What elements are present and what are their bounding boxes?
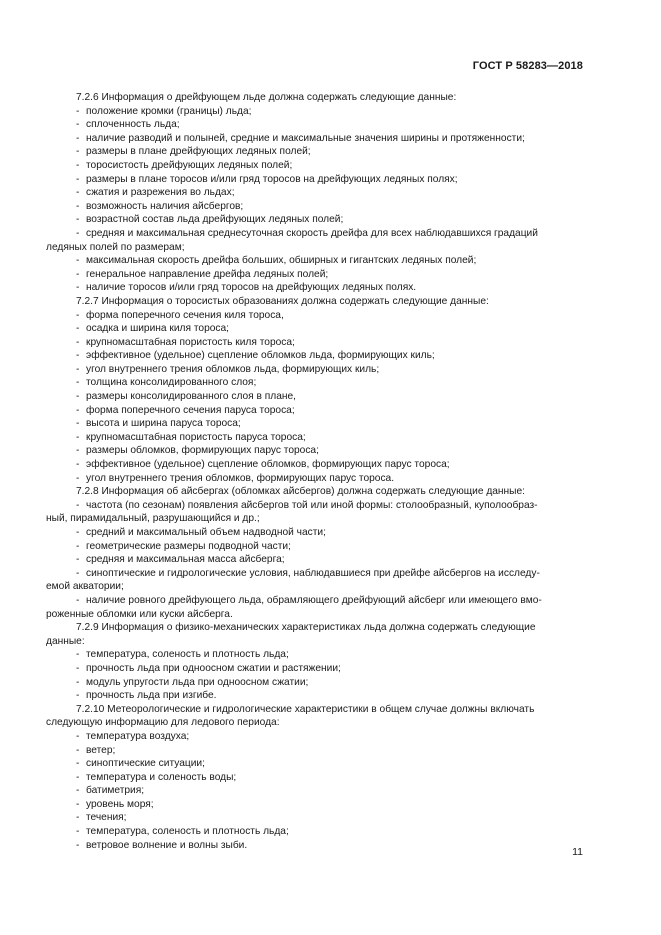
list-bullet: - bbox=[76, 812, 80, 824]
list-item-text: эффективное (удельное) сцепление обломков, формирующих парус тороса; bbox=[86, 459, 450, 471]
list-item bbox=[46, 784, 583, 798]
continuation-line: роженные обломки или куски айсберга. bbox=[46, 608, 233, 620]
list-item bbox=[46, 798, 583, 812]
section-paragraph: 7.2.9 Информация о физико-механических характеристиках льда должна содержать следующие bbox=[76, 622, 536, 634]
list-item bbox=[46, 771, 583, 785]
list-item-text: крупномасштабная пористость киля тороса; bbox=[86, 336, 295, 348]
list-item bbox=[46, 186, 583, 200]
list-item bbox=[46, 458, 583, 472]
list-bullet: - bbox=[76, 200, 80, 212]
list-item bbox=[46, 363, 583, 377]
list-item-text: температура, соленость и плотность льда; bbox=[86, 826, 289, 838]
continuation-line: данные: bbox=[46, 635, 85, 647]
list-bullet: - bbox=[76, 431, 80, 443]
list-bullet: - bbox=[76, 459, 80, 471]
list-bullet: - bbox=[76, 839, 80, 851]
list-bullet: - bbox=[76, 255, 80, 267]
list-item bbox=[46, 417, 583, 431]
list-item-text: размеры в плане торосов и/или гряд торосов на дрейфующих ледяных полях; bbox=[86, 173, 458, 185]
section-paragraph: 7.2.8 Информация об айсбергах (обломках айсбергов) должна содержать следующие данные: bbox=[76, 486, 525, 498]
list-item-text: температура, соленость и плотность льда; bbox=[86, 649, 289, 661]
list-item bbox=[46, 811, 583, 825]
list-bullet: - bbox=[76, 336, 80, 348]
list-item-text: размеры консолидированного слоя в плане, bbox=[86, 391, 297, 403]
list-item-text: размеры обломков, формирующих парус тороса; bbox=[86, 445, 319, 457]
list-bullet: - bbox=[76, 527, 80, 538]
list-item bbox=[46, 254, 583, 268]
list-item bbox=[46, 499, 583, 513]
list-item bbox=[46, 825, 583, 839]
list-bullet: - bbox=[76, 173, 80, 185]
list-item bbox=[46, 404, 583, 418]
list-bullet: - bbox=[76, 758, 80, 770]
list-item-text: течения; bbox=[86, 812, 127, 824]
list-item-text: генеральное направление дрейфа ледяных полей; bbox=[86, 268, 329, 280]
list-item bbox=[46, 145, 583, 159]
list-bullet: - bbox=[76, 105, 80, 117]
list-item-text: средняя и максимальная среднесуточная скорость дрейфа для всех наблюдавшихся градаций bbox=[86, 227, 538, 239]
list-item-text: размеры в плане дрейфующих ледяных полей; bbox=[86, 146, 311, 158]
list-bullet: - bbox=[76, 676, 80, 688]
list-bullet: - bbox=[76, 268, 80, 280]
list-item-text: осадка и ширина киля тороса; bbox=[86, 323, 229, 335]
document-body bbox=[46, 91, 583, 852]
list-item bbox=[46, 526, 583, 540]
list-item-text: средняя и максимальная масса айсберга; bbox=[86, 554, 285, 566]
list-bullet: - bbox=[76, 744, 80, 756]
list-bullet: - bbox=[76, 323, 80, 335]
list-bullet: - bbox=[76, 445, 80, 457]
list-item-text: уровень моря; bbox=[86, 798, 154, 810]
section-paragraph: 7.2.6 Информация о дрейфующем льде должна содержать следующие данные: bbox=[76, 92, 457, 103]
list-item bbox=[46, 648, 583, 662]
list-item-text: геометрические размеры подводной части; bbox=[86, 540, 291, 552]
list-item bbox=[46, 105, 583, 119]
list-item bbox=[46, 540, 583, 554]
list-item bbox=[46, 757, 583, 771]
continuation-line: ледяных полей по размерам; bbox=[46, 241, 185, 253]
list-item bbox=[46, 173, 583, 187]
list-item bbox=[46, 309, 583, 323]
list-bullet: - bbox=[76, 594, 80, 606]
list-item-text: модуль упругости льда при одноосном сжатии; bbox=[86, 676, 309, 688]
continuation-line: следующую информацию для ледового периода: bbox=[46, 717, 280, 729]
list-item bbox=[46, 336, 583, 350]
continuation-line: ный, пирамидальный, разрушающийся и др.; bbox=[46, 513, 260, 525]
list-item bbox=[46, 730, 583, 744]
list-item-text: торосистость дрейфующих ледяных полей; bbox=[86, 159, 293, 171]
list-bullet: - bbox=[76, 187, 80, 199]
list-item bbox=[46, 839, 583, 853]
list-item-text: высота и ширина паруса тороса; bbox=[86, 418, 241, 430]
list-item bbox=[46, 376, 583, 390]
list-item-text: синоптические и гидрологические условия, наблюдавшиеся при дрейфе айсбергов на исследу- bbox=[86, 567, 540, 579]
list-item bbox=[46, 200, 583, 214]
list-item bbox=[46, 567, 583, 581]
list-bullet: - bbox=[76, 540, 80, 552]
list-bullet: - bbox=[76, 418, 80, 430]
list-item-text: форма поперечного сечения паруса тороса; bbox=[86, 404, 295, 416]
list-item-text: наличие разводий и полыней, средние и максимальные значения ширины и протяженности; bbox=[86, 132, 525, 144]
list-bullet: - bbox=[76, 499, 80, 511]
list-item-text: эффективное (удельное) сцепление обломков льда, формирующих киль; bbox=[86, 350, 435, 362]
list-bullet: - bbox=[76, 472, 80, 484]
list-item bbox=[46, 213, 583, 227]
list-item-text: максимальная скорость дрейфа больших, обширных и гигантских ледяных полей; bbox=[86, 255, 477, 267]
list-item-text: прочность льда при одноосном сжатии и растяжении; bbox=[86, 662, 341, 674]
list-bullet: - bbox=[76, 309, 80, 321]
list-bullet: - bbox=[76, 350, 80, 362]
list-bullet: - bbox=[76, 649, 80, 661]
list-item-text: положение кромки (границы) льда; bbox=[86, 105, 252, 117]
list-bullet: - bbox=[76, 690, 80, 702]
list-item-text: прочность льда при изгибе. bbox=[86, 690, 217, 702]
list-bullet: - bbox=[76, 146, 80, 158]
list-bullet: - bbox=[76, 377, 80, 389]
list-bullet: - bbox=[76, 132, 80, 144]
list-item bbox=[46, 281, 583, 295]
list-item bbox=[46, 227, 583, 241]
list-bullet: - bbox=[76, 730, 80, 742]
list-item-text: угол внутреннего трения обломков, формирующих парус тороса. bbox=[86, 472, 395, 484]
list-bullet: - bbox=[76, 214, 80, 226]
list-item-text: частота (по сезонам) появления айсбергов той или иной формы: столообразный, куполообраз- bbox=[86, 499, 538, 511]
list-bullet: - bbox=[76, 119, 80, 131]
list-item-text: наличие торосов и/или гряд торосов на дрейфующих ледяных полях. bbox=[86, 282, 417, 294]
list-bullet: - bbox=[76, 282, 80, 294]
section-paragraph: 7.2.10 Метеорологические и гидрологические характеристики в общем случае должны включать bbox=[76, 703, 535, 715]
list-item bbox=[46, 444, 583, 458]
list-item-text: ветровое волнение и волны зыби. bbox=[86, 839, 248, 851]
list-item bbox=[46, 594, 583, 608]
list-item-text: температура и соленость воды; bbox=[86, 771, 237, 783]
list-item-text: сплоченность льда; bbox=[86, 119, 180, 131]
document-header: ГОСТ Р 58283—2018 bbox=[472, 60, 583, 72]
list-bullet: - bbox=[76, 771, 80, 783]
list-item-text: синоптические ситуации; bbox=[86, 758, 205, 770]
list-item-text: угол внутреннего трения обломков льда, формирующих киль; bbox=[86, 363, 380, 375]
list-item-text: возрастной состав льда дрейфующих ледяных полей; bbox=[86, 214, 344, 226]
continuation-line: емой акватории; bbox=[46, 581, 124, 593]
list-bullet: - bbox=[76, 159, 80, 171]
list-bullet: - bbox=[76, 404, 80, 416]
list-item bbox=[46, 349, 583, 363]
list-item bbox=[46, 268, 583, 282]
list-item bbox=[46, 390, 583, 404]
list-bullet: - bbox=[76, 798, 80, 810]
list-bullet: - bbox=[76, 785, 80, 797]
list-item-text: температура воздуха; bbox=[86, 730, 190, 742]
list-item bbox=[46, 553, 583, 567]
list-item-text: крупномасштабная пористость паруса тороса; bbox=[86, 431, 306, 443]
list-item bbox=[46, 472, 583, 486]
list-item bbox=[46, 118, 583, 132]
list-item-text: наличие ровного дрейфующего льда, обрамляющего дрейфующий айсберг или имеющего вмо- bbox=[86, 594, 542, 606]
list-item-text: батиметрия; bbox=[86, 785, 145, 797]
list-item bbox=[46, 689, 583, 703]
list-item bbox=[46, 132, 583, 146]
list-bullet: - bbox=[76, 363, 80, 375]
list-bullet: - bbox=[76, 391, 80, 403]
list-bullet: - bbox=[76, 567, 80, 579]
list-item-text: ветер; bbox=[86, 744, 116, 756]
section-paragraph: 7.2.7 Информация о торосистых образованиях должна содержать следующие данные: bbox=[76, 295, 489, 307]
list-bullet: - bbox=[76, 227, 80, 239]
list-item bbox=[46, 662, 583, 676]
list-bullet: - bbox=[76, 554, 80, 566]
list-bullet: - bbox=[76, 826, 80, 838]
list-item bbox=[46, 431, 583, 445]
list-bullet: - bbox=[76, 662, 80, 674]
list-item-text: возможность наличия айсбергов; bbox=[86, 200, 244, 212]
page-number: 11 bbox=[572, 846, 583, 858]
list-item bbox=[46, 676, 583, 690]
list-item bbox=[46, 322, 583, 336]
list-item bbox=[46, 744, 583, 758]
list-item-text: форма поперечного сечения киля тороса, bbox=[86, 309, 284, 321]
list-item-text: средний и максимальный объем надводной части; bbox=[86, 527, 326, 538]
list-item bbox=[46, 159, 583, 173]
list-item-text: сжатия и разрежения во льдах; bbox=[86, 187, 235, 199]
list-item-text: толщина консолидированного слоя; bbox=[86, 377, 257, 389]
